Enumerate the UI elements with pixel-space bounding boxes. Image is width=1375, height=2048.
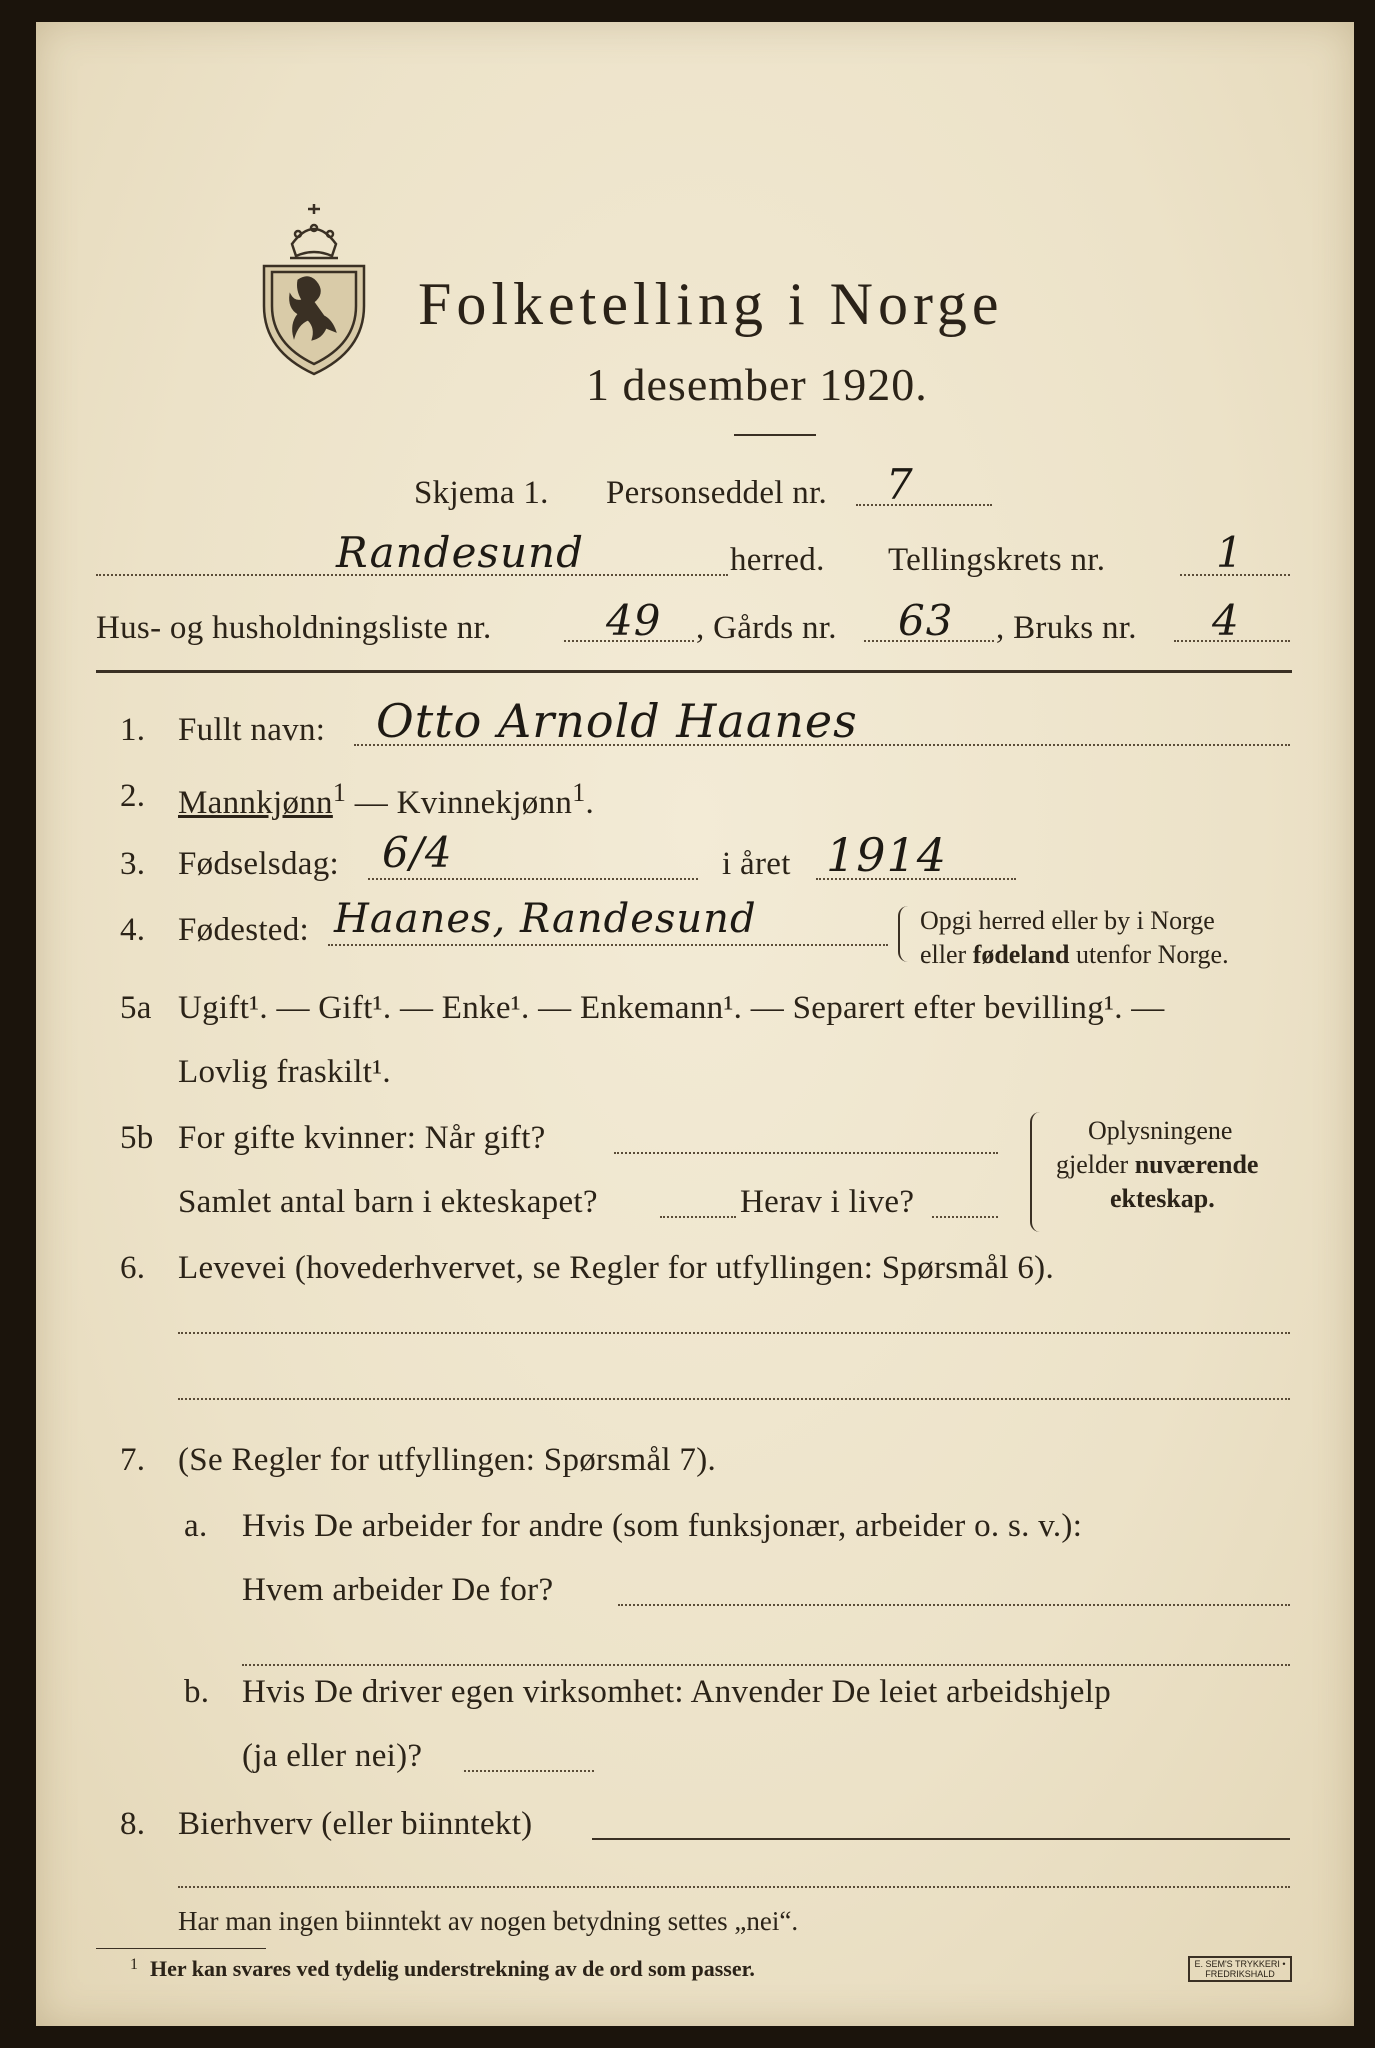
marriage-note-3: ekteskap.: [1110, 1184, 1215, 1213]
married-when-label: For gifte kvinner: Når gift?: [178, 1120, 546, 1156]
norwegian-coat-of-arms-icon: [258, 200, 370, 378]
footnote-marker: 1: [572, 778, 586, 807]
side-income-note: Har man ingen biinntekt av nogen betydning settes „nei“.: [178, 1906, 799, 1936]
employer-line-1: [618, 1604, 1290, 1606]
q3-number: 3.: [120, 846, 146, 882]
personseddel-label: Personseddel nr.: [606, 475, 828, 511]
note-text: eller: [920, 940, 973, 969]
side-income-line-2: [178, 1886, 1290, 1888]
q5a-number: 5a: [120, 990, 152, 1026]
bruks-label: , Bruks nr.: [996, 610, 1137, 646]
birthplace-note-1: Opgi herred eller by i Norge: [920, 906, 1215, 935]
occupation-line-2: [178, 1398, 1290, 1400]
q1-number: 1.: [120, 712, 146, 748]
q1-label: Fullt navn:: [178, 712, 326, 748]
gender-separator: —: [346, 785, 397, 821]
gender-female-option: Kvinnekjønn: [396, 785, 573, 821]
note-text: utenfor Norge.: [1069, 940, 1229, 969]
q7b-line1: Hvis De driver egen virksomhet: Anvender De leiet arbeidshjelp: [242, 1674, 1112, 1710]
q7-number: 7.: [120, 1442, 146, 1478]
q2-number: 2.: [120, 778, 146, 814]
married-when-line: [614, 1152, 998, 1154]
occupation-label: Levevei (hovederhvervet, se Regler for utfyllingen: Spørsmål 6).: [178, 1250, 1055, 1286]
q7-label: (Se Regler for utfyllingen: Spørsmål 7).: [178, 1442, 717, 1478]
q6-number: 6.: [120, 1250, 146, 1286]
header-divider: [96, 670, 1292, 673]
birthplace-value: Haanes, Randesund: [334, 896, 757, 942]
birthdate-line: [368, 878, 698, 880]
tellingskrets-value: 1: [1216, 528, 1244, 577]
printer-stamp: E. SEM'S TRYKKERI • FREDRIKSHALD: [1188, 1956, 1292, 1982]
title-divider: [734, 434, 816, 436]
footnote-marker: 1: [332, 778, 347, 807]
q4-number: 4.: [120, 912, 146, 948]
occupation-line-1: [178, 1332, 1290, 1334]
birthdate-value: 6/4: [382, 828, 453, 877]
note-bold-text: fødeland: [972, 940, 1070, 969]
children-total-line: [660, 1216, 736, 1218]
tellingskrets-label: Tellingskrets nr.: [888, 542, 1106, 578]
birthyear-value: 1914: [826, 828, 948, 882]
personseddel-line: [856, 504, 992, 506]
q7b-line2: (ja eller nei)?: [242, 1738, 423, 1774]
gender-options: [178, 778, 594, 822]
gards-label: , Gårds nr.: [696, 610, 837, 646]
children-alive-label: Herav i live?: [740, 1184, 915, 1220]
footnote-divider: [96, 1948, 266, 1949]
gender-male-option: Mannkjønn: [178, 785, 333, 821]
herred-label: herred.: [730, 542, 825, 578]
q8-label: Bierhverv (eller biinntekt): [178, 1806, 533, 1842]
birthplace-line: [328, 944, 888, 946]
skjema-label: Skjema 1.: [414, 475, 549, 511]
footnote-number: 1: [130, 1956, 138, 1973]
note-text: gjelder: [1056, 1150, 1135, 1179]
q8-number: 8.: [120, 1806, 146, 1842]
birthplace-note-2: [920, 940, 1229, 970]
birthyear-label: i året: [722, 846, 791, 882]
marital-options-line1: Ugift¹. — Gift¹. — Enke¹. — Enkemann¹. — Separert efter bevilling¹. —: [178, 990, 1165, 1026]
footnote-text: Her kan svares ved tydelig understrekning av de ord som passer.: [150, 1956, 755, 1981]
children-alive-line: [932, 1216, 998, 1218]
q7b-letter: b.: [184, 1674, 210, 1710]
q7a-line1: Hvis De arbeider for andre (som funksjonær, arbeider o. s. v.):: [242, 1508, 1083, 1544]
census-form-page: [36, 22, 1354, 2026]
birthplace-brace: [898, 906, 914, 962]
employer-line-2: [242, 1664, 1290, 1666]
q7a-letter: a.: [184, 1508, 208, 1544]
q3-label: Fødselsdag:: [178, 846, 339, 882]
hired-help-line: [464, 1770, 594, 1772]
herred-value: Randesund: [336, 528, 584, 577]
marriage-note-2: [1056, 1150, 1258, 1180]
marriage-note-1: Oplysningene: [1088, 1116, 1233, 1145]
form-title: Folketelling i Norge: [418, 271, 1004, 337]
q7a-line2: Hvem arbeider De for?: [242, 1572, 554, 1608]
q5b-number: 5b: [120, 1120, 154, 1156]
q4-label: Fødested:: [178, 912, 310, 948]
husholdningsliste-value: 49: [606, 596, 662, 645]
bruks-value: 4: [1212, 596, 1240, 645]
full-name-value: Otto Arnold Haanes: [376, 694, 858, 748]
husholdningsliste-label: Hus- og husholdningsliste nr.: [96, 610, 492, 646]
marriage-note-brace: [1030, 1112, 1046, 1232]
side-income-line-1: [592, 1838, 1290, 1840]
census-date: 1 desember 1920.: [586, 359, 928, 410]
gender-end: .: [585, 785, 595, 821]
personseddel-value: 7: [886, 460, 914, 509]
note-bold-text: nuværende: [1134, 1150, 1259, 1179]
marital-options-line2: Lovlig fraskilt¹.: [178, 1054, 391, 1090]
children-total-label: Samlet antal barn i ekteskapet?: [178, 1184, 598, 1220]
gards-value: 63: [898, 596, 954, 645]
